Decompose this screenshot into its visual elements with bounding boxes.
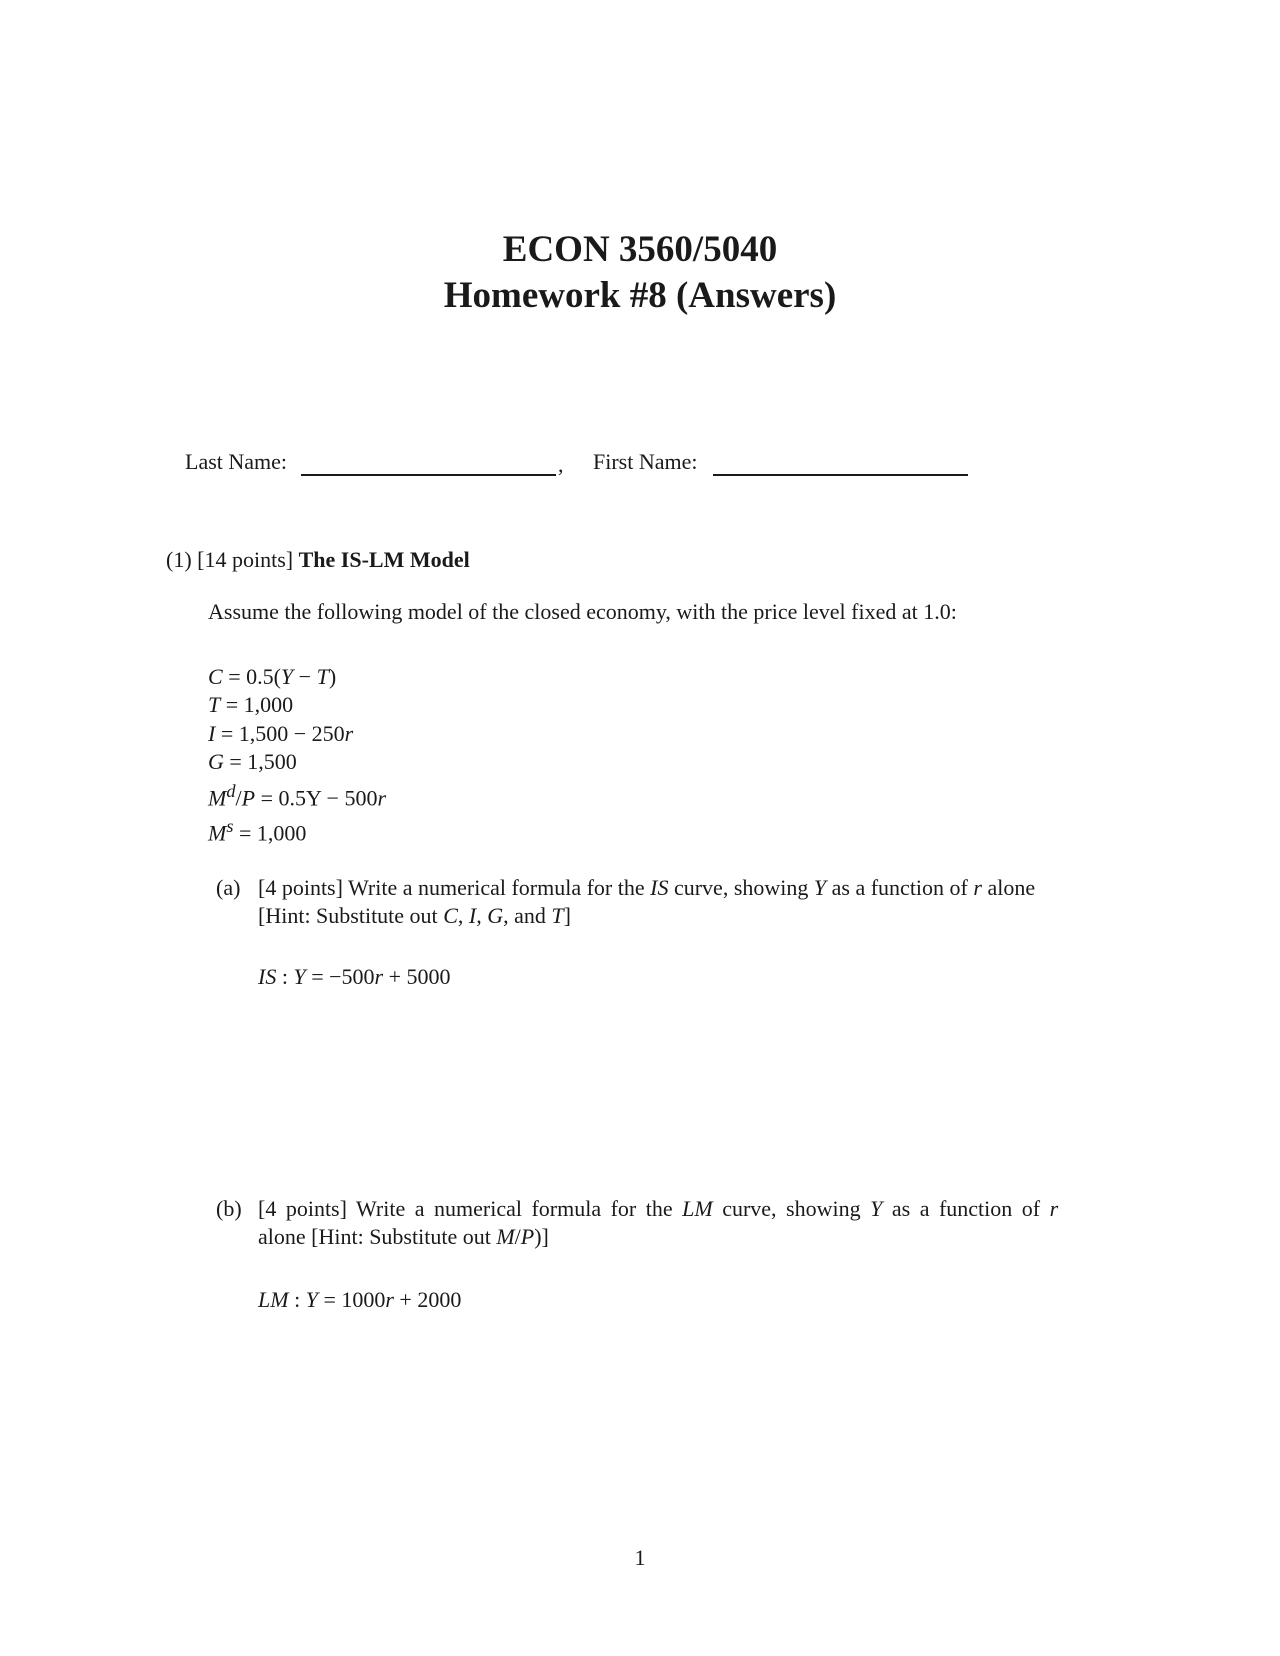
question-heading: The IS-LM Model [298, 547, 470, 572]
document-subtitle: Homework #8 (Answers) [443, 275, 837, 316]
part-a-answer: IS : Y = −500r + 5000 [258, 964, 451, 989]
equation-investment: I = 1,500 − 250r [208, 720, 354, 746]
equation-taxes: T = 1,000 [208, 692, 294, 718]
last-name-label: Last Name: [185, 449, 288, 474]
last-name-blank [301, 474, 556, 476]
first-name-blank [713, 474, 968, 476]
part-b-answer: LM : Y = 1000r + 2000 [258, 1287, 462, 1312]
part-b-label: (b) [216, 1196, 242, 1221]
part-a-prompt-line1: [4 points] Write a numerical formula for the IS curve, showing Y as a function of r alone [258, 875, 1036, 900]
equation-consumption: C = 0.5(Y − T) [208, 664, 337, 689]
part-a-label: (a) [216, 875, 241, 900]
first-name-label: First Name: [593, 449, 698, 474]
question-1-intro: Assume the following model of the closed economy, with the price level fixed at 1.0: [208, 599, 957, 624]
part-b-prompt-line1: [4 points] Write a numerical formula for the LM curve, showing Y as a function of r [258, 1196, 1059, 1221]
equation-money-demand: $M^d/P = 0.5Y - 500r$ [208, 780, 387, 810]
part-b-prompt-line2: alone [Hint: Substitute out M/P)] [258, 1224, 549, 1249]
question-points: [14 points] [197, 547, 294, 572]
equation-government: G = 1,500 [208, 749, 297, 775]
question-1-header [166, 547, 470, 573]
equation-money-supply: $M^s = 1,000$ [208, 816, 307, 846]
part-a-prompt-line2: [Hint: Substitute out C, I, G, and T] [258, 903, 571, 928]
page-number: 1 [634, 1545, 646, 1570]
name-separator: , [558, 452, 564, 477]
question-number: (1) [166, 547, 192, 572]
document-title: ECON 3560/5040 [502, 229, 778, 270]
model-equations [208, 663, 386, 848]
